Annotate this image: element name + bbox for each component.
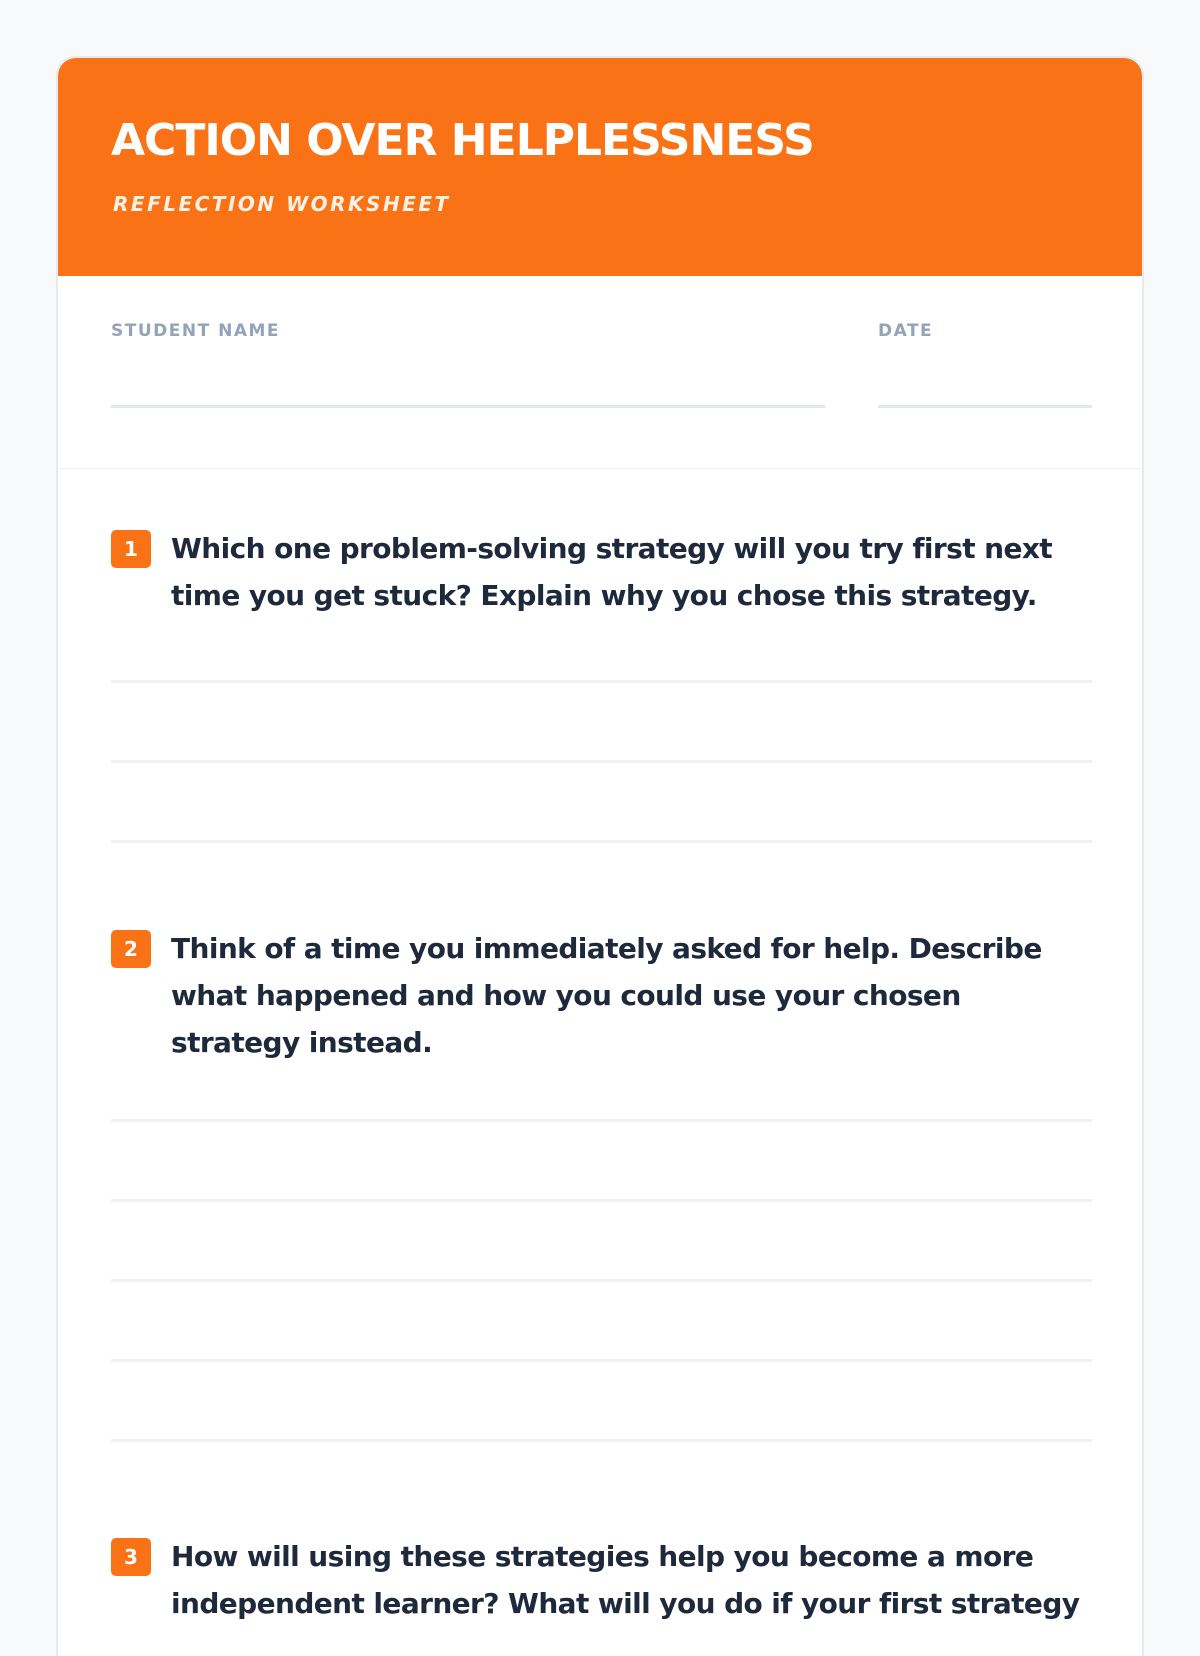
question-text: How will using these strategies help you become a more independent learner? What will you do if your first strategy bbox=[171, 1540, 1080, 1620]
header-banner bbox=[58, 58, 1142, 276]
answer-line[interactable] bbox=[111, 840, 1092, 843]
student-name-label: STUDENT NAME bbox=[111, 321, 281, 341]
question-text: Which one problem-solving strategy will you try first next time you get stuck? Explain why you chose this strategy. bbox=[171, 532, 1053, 612]
worksheet-card bbox=[56, 56, 1144, 1656]
answer-line[interactable] bbox=[111, 1119, 1092, 1122]
answer-line[interactable] bbox=[111, 1279, 1092, 1282]
student-name-field[interactable] bbox=[111, 352, 825, 408]
worksheet-subtitle: REFLECTION WORKSHEET bbox=[113, 192, 451, 216]
date-field[interactable] bbox=[878, 352, 1092, 408]
worksheet-title: ACTION OVER HELPLESSNESS bbox=[111, 115, 814, 166]
answer-line[interactable] bbox=[111, 1439, 1092, 1442]
question-number-badge: 2 bbox=[111, 930, 151, 968]
answer-line[interactable] bbox=[111, 680, 1092, 683]
question-text: Think of a time you immediately asked for help. Describe what happened and how you could use your chosen strategy instead. bbox=[171, 932, 1042, 1059]
question-number-badge: 3 bbox=[111, 1538, 151, 1576]
answer-line[interactable] bbox=[111, 1359, 1092, 1362]
answer-line[interactable] bbox=[111, 1199, 1092, 1202]
student-info-row bbox=[58, 276, 1142, 469]
answer-line[interactable] bbox=[111, 760, 1092, 763]
question-number-badge: 1 bbox=[111, 530, 151, 568]
date-label: DATE bbox=[878, 321, 934, 341]
